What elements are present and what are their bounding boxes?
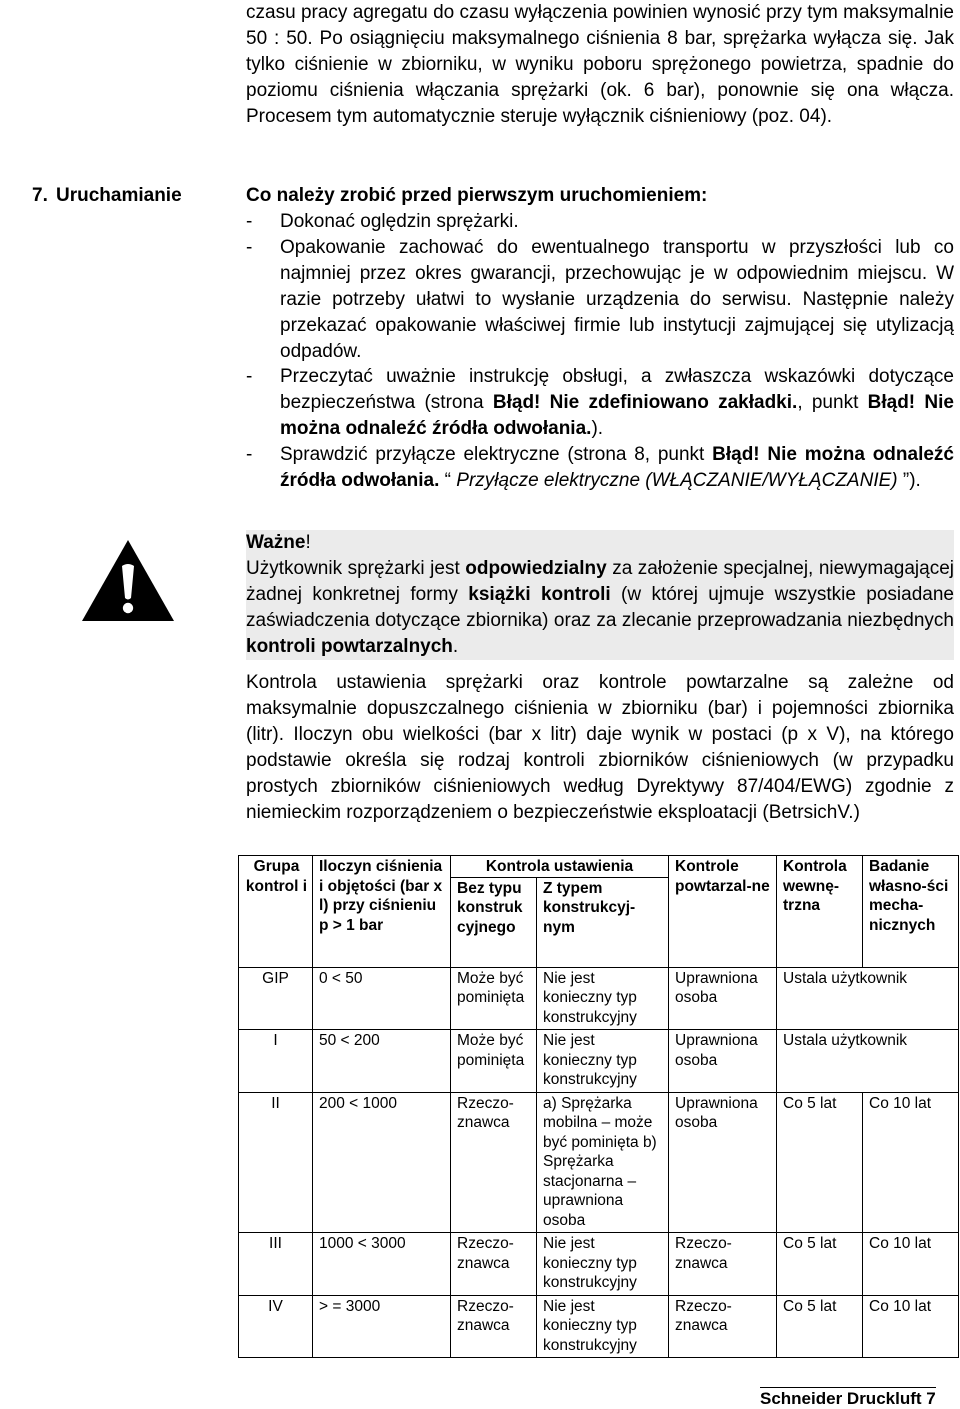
page-footer: Schneider Druckluft 7 [760,1389,936,1408]
cell-ustala: Ustala użytkownik [777,1030,959,1093]
cell-powtarzalne: Uprawniona osoba [669,967,777,1030]
cell-powtarzalne: Rzeczo-znawca [669,1233,777,1296]
cell-bez-typu: Rzeczo-znawca [451,1092,537,1233]
cell-powtarzalne: Uprawniona osoba [669,1030,777,1093]
cell-wewnetrzna: Co 5 lat [777,1233,863,1296]
list-item-text [280,364,954,442]
list-dash: - [246,444,253,466]
header-bez-typu: Bez typu konstruk cyjnego [451,877,537,967]
list-item [246,442,954,494]
cell-grupa: I [239,1030,313,1093]
notice-emphasis: książki kontroli [468,583,611,605]
important-heading [246,530,954,556]
list-dash: - [246,366,253,388]
header-iloczyn: Iloczyn ciśnienia i objętości (bar x l) przy ciśnieniu p > 1 bar [313,856,451,968]
list-item-text: Opakowanie zachować do ewentualnego transportu w przyszłości lub co najmniej przez okres gwarancji, przechowując je w odpowiednim miejscu. W razie potrzeby ułatwi to wysłanie urządzenia do serwisu. Następnie należy przekazać opakowanie właściwej firmie lub instytucji zajmującej się utylizacją odpadów. [280,236,954,362]
list-item [246,209,954,235]
list-text-part: Sprawdzić przyłącze elektryczne (strona 8, punkt [280,444,713,466]
cell-iloczyn: > = 3000 [313,1295,451,1358]
notice-text-part: (w której ujmuje wszystkie posiadane zaświadczenia dotyczące zbiornika) oraz za zlecanie przeprowadzania niezbędnych [246,583,954,631]
list-item-text: Dokonać oględzin sprężarki. [280,211,519,232]
table-row [239,967,959,1030]
intro-text: czasu pracy agregatu do czasu wyłączenia powinien wynosić przy tym maksymalnie 50 : 50. Po osiągnięciu maksymalnego ciśnienia 8 bar, sprężarka wyłącza się. Jak tylko ciśnienie w zbiorniku, w wyniku poboru sprężonego powietrza, spadnie do poziomu ciśnienia włączania sprężarki (ok. 6 bar), ponownie się ona włącza. [246,2,954,101]
header-kontrola-ustawienia: Kontrola ustawienia [451,856,669,878]
cross-reference-title: Przyłącze elektryczne (WŁĄCZANIE/WYŁĄCZANIE) [456,470,898,492]
section-number: 7. [32,185,48,206]
intro-paragraph [246,0,954,130]
important-label: Ważne [246,532,306,553]
cell-wewnetrzna: Co 5 lat [777,1295,863,1358]
cell-grupa: IV [239,1295,313,1358]
cell-badanie: Co 10 lat [863,1295,959,1358]
cell-grupa: III [239,1233,313,1296]
notice-text-part: Użytkownik sprężarki jest [246,557,466,579]
notice-emphasis: odpowiedzialny [465,557,607,579]
cell-bez-typu: Może być pominięta [451,967,537,1030]
cell-iloczyn: 1000 < 3000 [313,1233,451,1296]
header-wewnetrzna: Kontrola wewnę-trzna [777,856,863,968]
cell-z-typem: Nie jest konieczny typ konstrukcyjny [537,1295,669,1358]
list-text-part: ). [591,418,604,440]
table-row [239,1295,959,1358]
important-notice [246,530,954,660]
list-dash: - [246,211,253,232]
cell-z-typem: Nie jest konieczny typ konstrukcyjny [537,1233,669,1296]
header-powtarzalne: Kontrole powtarzal-ne [669,856,777,968]
section-subtitle: Co należy zrobić przed pierwszym uruchomieniem: [246,185,708,206]
list-dash: - [246,236,253,258]
cell-iloczyn: 50 < 200 [313,1030,451,1093]
cell-iloczyn: 0 < 50 [313,967,451,1030]
cell-badanie: Co 10 lat [863,1233,959,1296]
important-text [246,556,954,660]
cell-grupa: GIP [239,967,313,1030]
inspection-paragraph: Kontrola ustawienia sprężarki oraz kontrole powtarzalne są zależne od maksymalnie dopuszczalnego ciśnienia w zbiorniku (bar) i pojemności zbiornika (litr). Iloczyn obu wielkości (bar x litr) daje wynik w postaci (p x V), na którego podstawie określa się rodzaj kontroli zbiorników ciśnieniowych (w przypadku prostych zbiorników ciśnieniowych według Dyrektywy 87/404/EWG) zgodnie z niemieckim rozporządzeniem o bezpieczeństwie eksploatacji (BetrsichV.) [246,672,954,823]
cell-ustala: Ustala użytkownik [777,967,959,1030]
list-text-part: , punkt [797,392,868,414]
table-row [239,1030,959,1093]
cell-z-typem: a) Sprężarka mobilna – może być pominięta b) Sprężarka stacjonarna – uprawniona osoba [537,1092,669,1233]
header-badanie: Badanie własno-ści mecha-nicznych [863,856,959,968]
list-text-part: ”). [897,470,921,492]
cell-bez-typu: Rzeczo-znawca [451,1233,537,1296]
cell-powtarzalne: Uprawniona osoba [669,1092,777,1233]
important-exclamation: ! [305,532,311,553]
cell-wewnetrzna: Co 5 lat [777,1092,863,1233]
header-grupa: Grupa kontrol i [239,856,313,968]
table-row [239,1233,959,1296]
list-text-part: “ [439,470,457,492]
list-item [246,364,954,442]
cross-reference-error: Błąd! Nie zdefiniowano zakładki. [492,392,798,414]
intro-text-2: Procesem tym automatycznie steruje wyłącznik ciśnieniowy (poz. 04). [246,105,833,127]
cell-bez-typu: Rzeczo-znawca [451,1295,537,1358]
cell-grupa: II [239,1092,313,1233]
list-item [246,235,954,365]
list-text-part: Przeczytać uważnie instrukcję obsługi, a zwłaszcza wskazówki dotyczące bezpieczeństwa (strona [280,366,954,414]
cell-z-typem: Nie jest konieczny typ konstrukcyjny [537,1030,669,1093]
header-z-typem: Z typem konstrukcyj-nym [537,877,669,967]
cross-reference-error: Błąd! Nie można odnaleźć źródła odwołania. [280,444,954,492]
table-header-row [239,856,959,878]
notice-text-part: . [452,635,459,657]
section-title: Uruchamianie [56,185,182,206]
table-row [239,1092,959,1233]
warning-triangle-icon [80,538,176,623]
notice-text-part: za założenie specjalnej, niewymagającej żadnej konkretnej formy [246,557,954,605]
notice-emphasis: kontroli powtarzalnych [246,635,453,657]
cell-powtarzalne: Rzeczo-znawca [669,1295,777,1358]
cross-reference-error: Błąd! Nie można odnaleźć źródła odwołania. [280,392,954,440]
cell-bez-typu: Może być pominięta [451,1030,537,1093]
checklist [246,209,954,494]
inspection-table [238,855,959,1358]
list-item-text [280,442,954,494]
cell-badanie: Co 10 lat [863,1092,959,1233]
cell-z-typem: Nie jest konieczny typ konstrukcyjny [537,967,669,1030]
cell-iloczyn: 200 < 1000 [313,1092,451,1233]
